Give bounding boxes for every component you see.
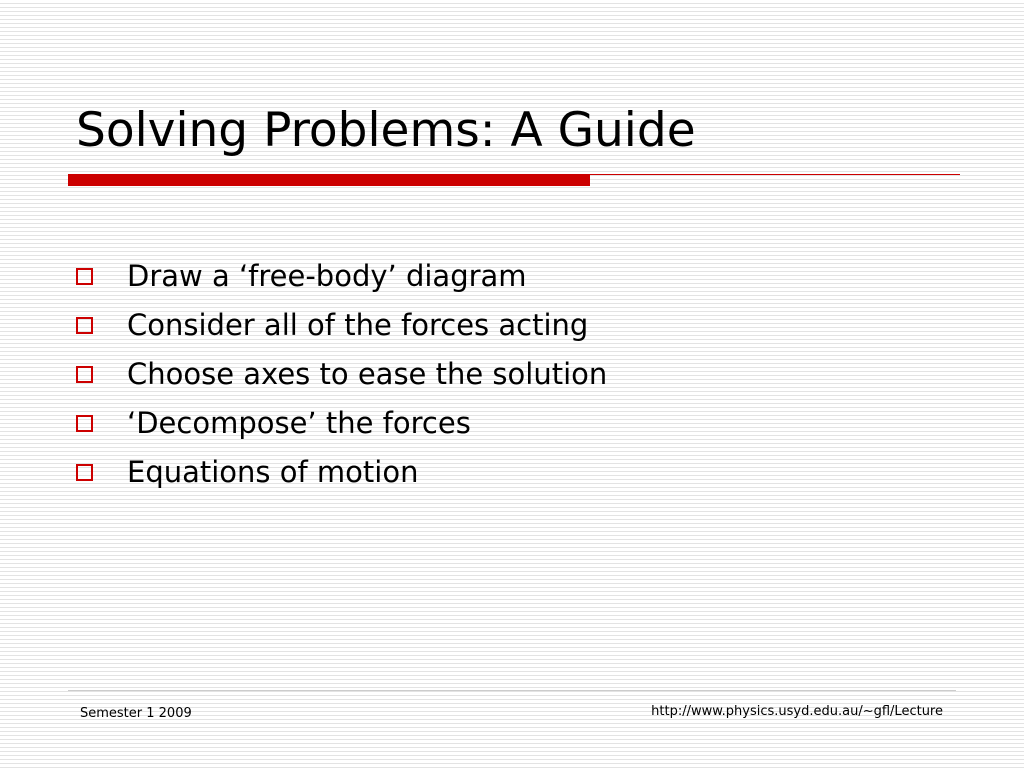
footer-divider [68,690,956,691]
hollow-square-bullet-icon [76,268,93,285]
bullet-text: Equations of motion [127,455,419,489]
footer-semester: Semester 1 2009 [80,706,192,721]
footer-url: http://www.physics.usyd.edu.au/~gfl/Lecture [651,704,943,719]
bullet-item-choose-axes [76,350,607,399]
bullet-item-free-body-diagram [76,252,607,301]
hollow-square-bullet-icon [76,415,93,432]
hollow-square-bullet-icon [76,464,93,481]
hollow-square-bullet-icon [76,366,93,383]
hollow-square-bullet-icon [76,317,93,334]
bullet-text: ‘Decompose’ the forces [127,406,471,440]
bullet-item-decompose-forces [76,399,607,448]
bullet-text: Consider all of the forces acting [127,308,589,342]
bullet-item-equations-of-motion [76,448,607,497]
title-underline-thick [68,174,590,186]
title-underline-thin [590,174,960,175]
bullet-text: Draw a ‘free-body’ diagram [127,259,527,293]
bullet-list [76,252,607,497]
slide-title: Solving Problems: A Guide [76,103,696,158]
bullet-text: Choose axes to ease the solution [127,357,608,391]
bullet-item-consider-forces [76,301,607,350]
